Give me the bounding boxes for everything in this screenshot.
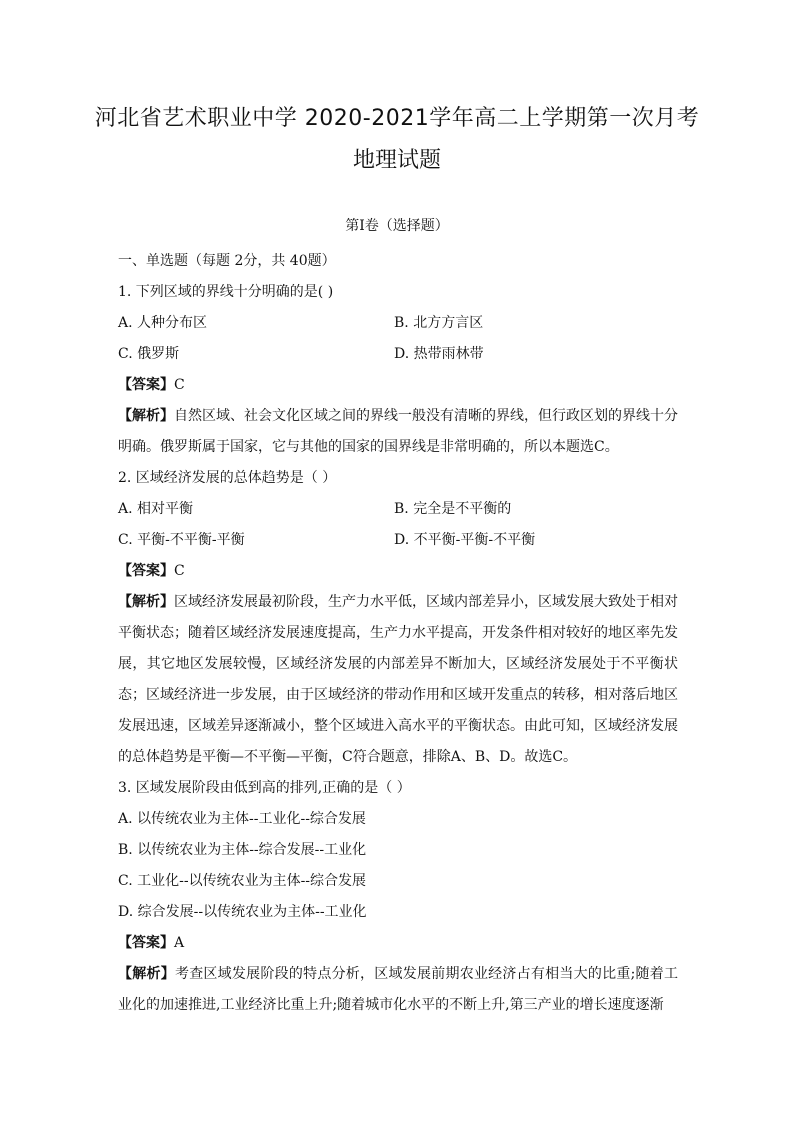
options-row xyxy=(118,525,678,556)
question-body xyxy=(118,246,678,1021)
option-a: A. 人种分布区 xyxy=(118,315,208,331)
option-c: C. 工业化--以传统农业为主体--综合发展 xyxy=(118,873,367,889)
document-subtitle: 地理试题 xyxy=(352,148,441,173)
analysis-tag: 【解析】 xyxy=(118,408,174,424)
analysis-paragraph xyxy=(118,401,678,463)
answer-tag: 【答案】 xyxy=(118,935,174,951)
option-d: D. 综合发展--以传统农业为主体--工业化 xyxy=(118,904,367,920)
question-stem: 2. 区域经济发展的总体趋势是（ ） xyxy=(118,470,337,486)
answer-value: A xyxy=(174,935,185,951)
document-title: 河北省艺术职业中学 2020-2021学年高二上学期第一次月考 xyxy=(94,106,700,131)
answer-line xyxy=(118,556,678,587)
analysis-text: 自然区域、社会文化区域之间的界线一般没有清晰的界线，但行政区划的界线十分明确。俄罗斯属于国家，它与其他的国家的国界线是非常明确的，所以本题选C。 xyxy=(118,408,678,455)
analysis-tag: 【解析】 xyxy=(118,594,174,610)
option-a: A. 以传统农业为主体--工业化--综合发展 xyxy=(118,811,366,827)
section-heading: 第Ⅰ卷（选择题） xyxy=(345,218,449,234)
option-c: C. 平衡-不平衡-平衡 xyxy=(118,532,245,548)
option-d: D. 热带雨林带 xyxy=(394,346,484,362)
analysis-text: 区域经济发展最初阶段，生产力水平低，区域内部差异小，区域发展大致处于相对平衡状态；随着区域经济发展速度提高，生产力水平提高，开发条件相对较好的地区率先发展，其它地区发展较慢，区域经济发展的内部差异不断加大，区域经济发展处于不平衡状态；区域经济进一步发展，由于区域经济的带动作用和区域开发重点的转移，相对落后地区发展迅速，区域差异逐渐减小，整个区域进入高水平的平衡状态。由此可知，区域经济发展的总体趋势是平衡—不平衡—平衡，C符合题意，排除A、B、D。故选C。 xyxy=(118,594,678,765)
answer-tag: 【答案】 xyxy=(118,377,174,393)
answer-line xyxy=(118,370,678,401)
answer-value: C xyxy=(174,563,185,579)
option-d: D. 不平衡-平衡-不平衡 xyxy=(394,532,536,548)
analysis-paragraph xyxy=(118,959,678,1021)
question-stem: 1. 下列区域的界线十分明确的是( ) xyxy=(118,284,334,300)
answer-value: C xyxy=(174,377,185,393)
question-stem: 3. 区域发展阶段由低到高的排列,正确的是（ ） xyxy=(118,780,411,796)
option-b: B. 完全是不平衡的 xyxy=(394,501,512,517)
option-a: A. 相对平衡 xyxy=(118,501,194,517)
options-row xyxy=(118,494,678,525)
analysis-text: 考查区域发展阶段的特点分析，区域发展前期农业经济占有相当大的比重;随着工业化的加速推进,工业经济比重上升;随着城市化水平的不断上升,第三产业的增长速度逐渐 xyxy=(118,966,678,1013)
options-row xyxy=(118,339,678,370)
options-row xyxy=(118,308,678,339)
option-b: B. 北方方言区 xyxy=(394,315,484,331)
option-c: C. 俄罗斯 xyxy=(118,346,180,362)
analysis-paragraph xyxy=(118,587,678,773)
option-b: B. 以传统农业为主体--综合发展--工业化 xyxy=(118,842,367,858)
answer-tag: 【答案】 xyxy=(118,563,174,579)
answer-line xyxy=(118,928,678,959)
part-heading: 一、单选题（每题 2分，共 40题） xyxy=(118,253,336,269)
analysis-tag: 【解析】 xyxy=(118,966,175,982)
